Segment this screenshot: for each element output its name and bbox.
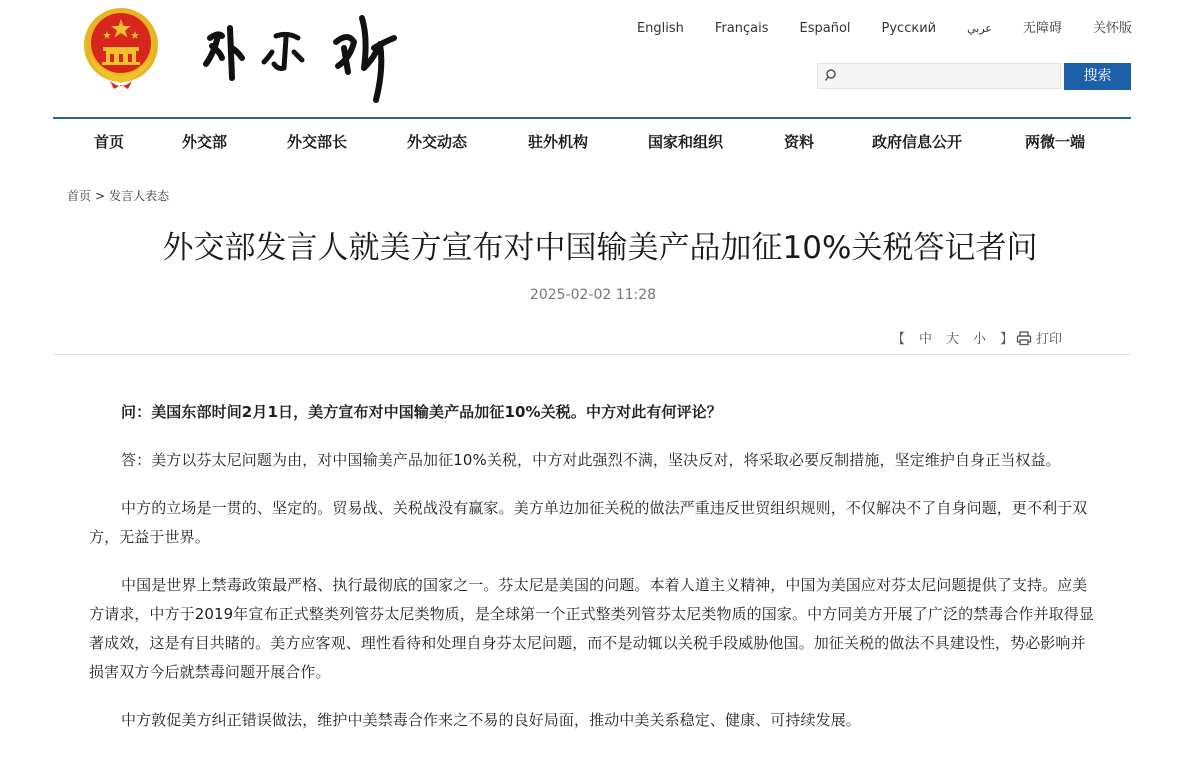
breadcrumb (67, 187, 169, 204)
nav-item-minister[interactable]: 外交部长 (287, 133, 348, 151)
search-input[interactable] (844, 64, 1048, 90)
article-paragraph: 答：美方以芬太尼问题为由，对中国输美产品加征10%关税，中方对此强烈不满，坚决反对，将采取必要反制措施，坚定维护自身正当权益。 (121, 451, 1061, 469)
nav-item-home[interactable]: 首页 (94, 133, 125, 151)
nav-item-resources[interactable]: 资料 (784, 133, 815, 151)
print-button[interactable] (1016, 328, 1062, 347)
font-size-switch (892, 328, 1027, 347)
ministry-calligraphy-logo[interactable] (198, 8, 408, 110)
lang-arabic-link[interactable]: عربي (967, 22, 992, 35)
article-paragraph: 中方敦促美方纠正错误做法，维护中美禁毒合作来之不易的良好局面，推动中美关系稳定、健康、可持续发展。 (121, 711, 861, 729)
elderly-care-mode-link[interactable]: 关怀版 (1092, 21, 1132, 36)
printer-icon (1016, 330, 1032, 346)
font-size-bracket-close: 】 (1000, 332, 1014, 347)
font-size-large-button[interactable]: 大 (946, 332, 960, 347)
title-divider (53, 354, 1131, 355)
accessibility-link[interactable]: 无障碍 (1022, 21, 1062, 36)
national-emblem-logo[interactable] (80, 5, 162, 91)
font-size-medium-button[interactable]: 中 (919, 332, 933, 347)
nav-item-ministry[interactable]: 外交部 (182, 133, 228, 151)
article-date: 2025-02-02 11:28 (529, 287, 657, 303)
search-box (817, 63, 1061, 89)
nav-item-countries-organizations[interactable]: 国家和组织 (648, 133, 724, 151)
breadcrumb-separator: > (95, 189, 106, 203)
article-paragraph: 中方的立场是一贯的、坚定的。贸易战、关税战没有赢家。美方单边加征关税的做法严重违反世贸组织规则，不仅解决不了自身问题，更不利于双方，无益于世界。 (89, 499, 1088, 546)
lang-french-link[interactable]: Français (714, 21, 769, 36)
nav-item-government-info[interactable]: 政府信息公开 (872, 133, 963, 151)
search-icon (824, 68, 838, 82)
print-label: 打印 (1036, 332, 1063, 347)
article-paragraph: 中国是世界上禁毒政策最严格、执行最彻底的国家之一。芬太尼是美国的问题。本着人道主义精神，中国为美国应对芬太尼问题提供了支持。应美方请求，中方于2019年宣布正式整类列管芬太尼类物质，是全球第一个正式整类列管芬太尼类物质的国家。中方同美方开展了广泛的禁毒合作并取得显著成效，这是有目共睹的。美方应客观、理性看待和处理自身芬太尼问题，而不是动辄以关税手段威胁他国。加征关税的做法不具建设性，势必影响并损害双方今后就禁毒问题开展合作。 (89, 576, 1094, 681)
breadcrumb-current-link[interactable]: 发言人表态 (109, 189, 170, 203)
font-size-small-button[interactable]: 小 (973, 332, 987, 347)
search-button[interactable]: 搜索 (1064, 63, 1131, 90)
lang-english-link[interactable]: English (636, 21, 684, 36)
font-size-bracket-open: 【 (892, 332, 906, 347)
main-nav (53, 119, 1131, 167)
lang-russian-link[interactable]: Русский (881, 21, 937, 36)
nav-item-missions-abroad[interactable]: 驻外机构 (528, 133, 589, 151)
nav-item-social-media[interactable]: 两微一端 (1025, 133, 1086, 151)
breadcrumb-home-link[interactable]: 首页 (67, 189, 92, 203)
lang-spanish-link[interactable]: Español (799, 21, 851, 36)
nav-item-diplomatic-news[interactable]: 外交动态 (407, 133, 468, 151)
language-links (606, 20, 1132, 38)
article-title: 外交部发言人就美方宣布对中国输美产品加征10%关税答记者问 (162, 230, 1038, 266)
article-question-paragraph: 问：美国东部时间2月1日，美方宣布对中国输美产品加征10%关税。中方对此有何评论？ (121, 403, 722, 421)
article-body (89, 398, 1099, 754)
